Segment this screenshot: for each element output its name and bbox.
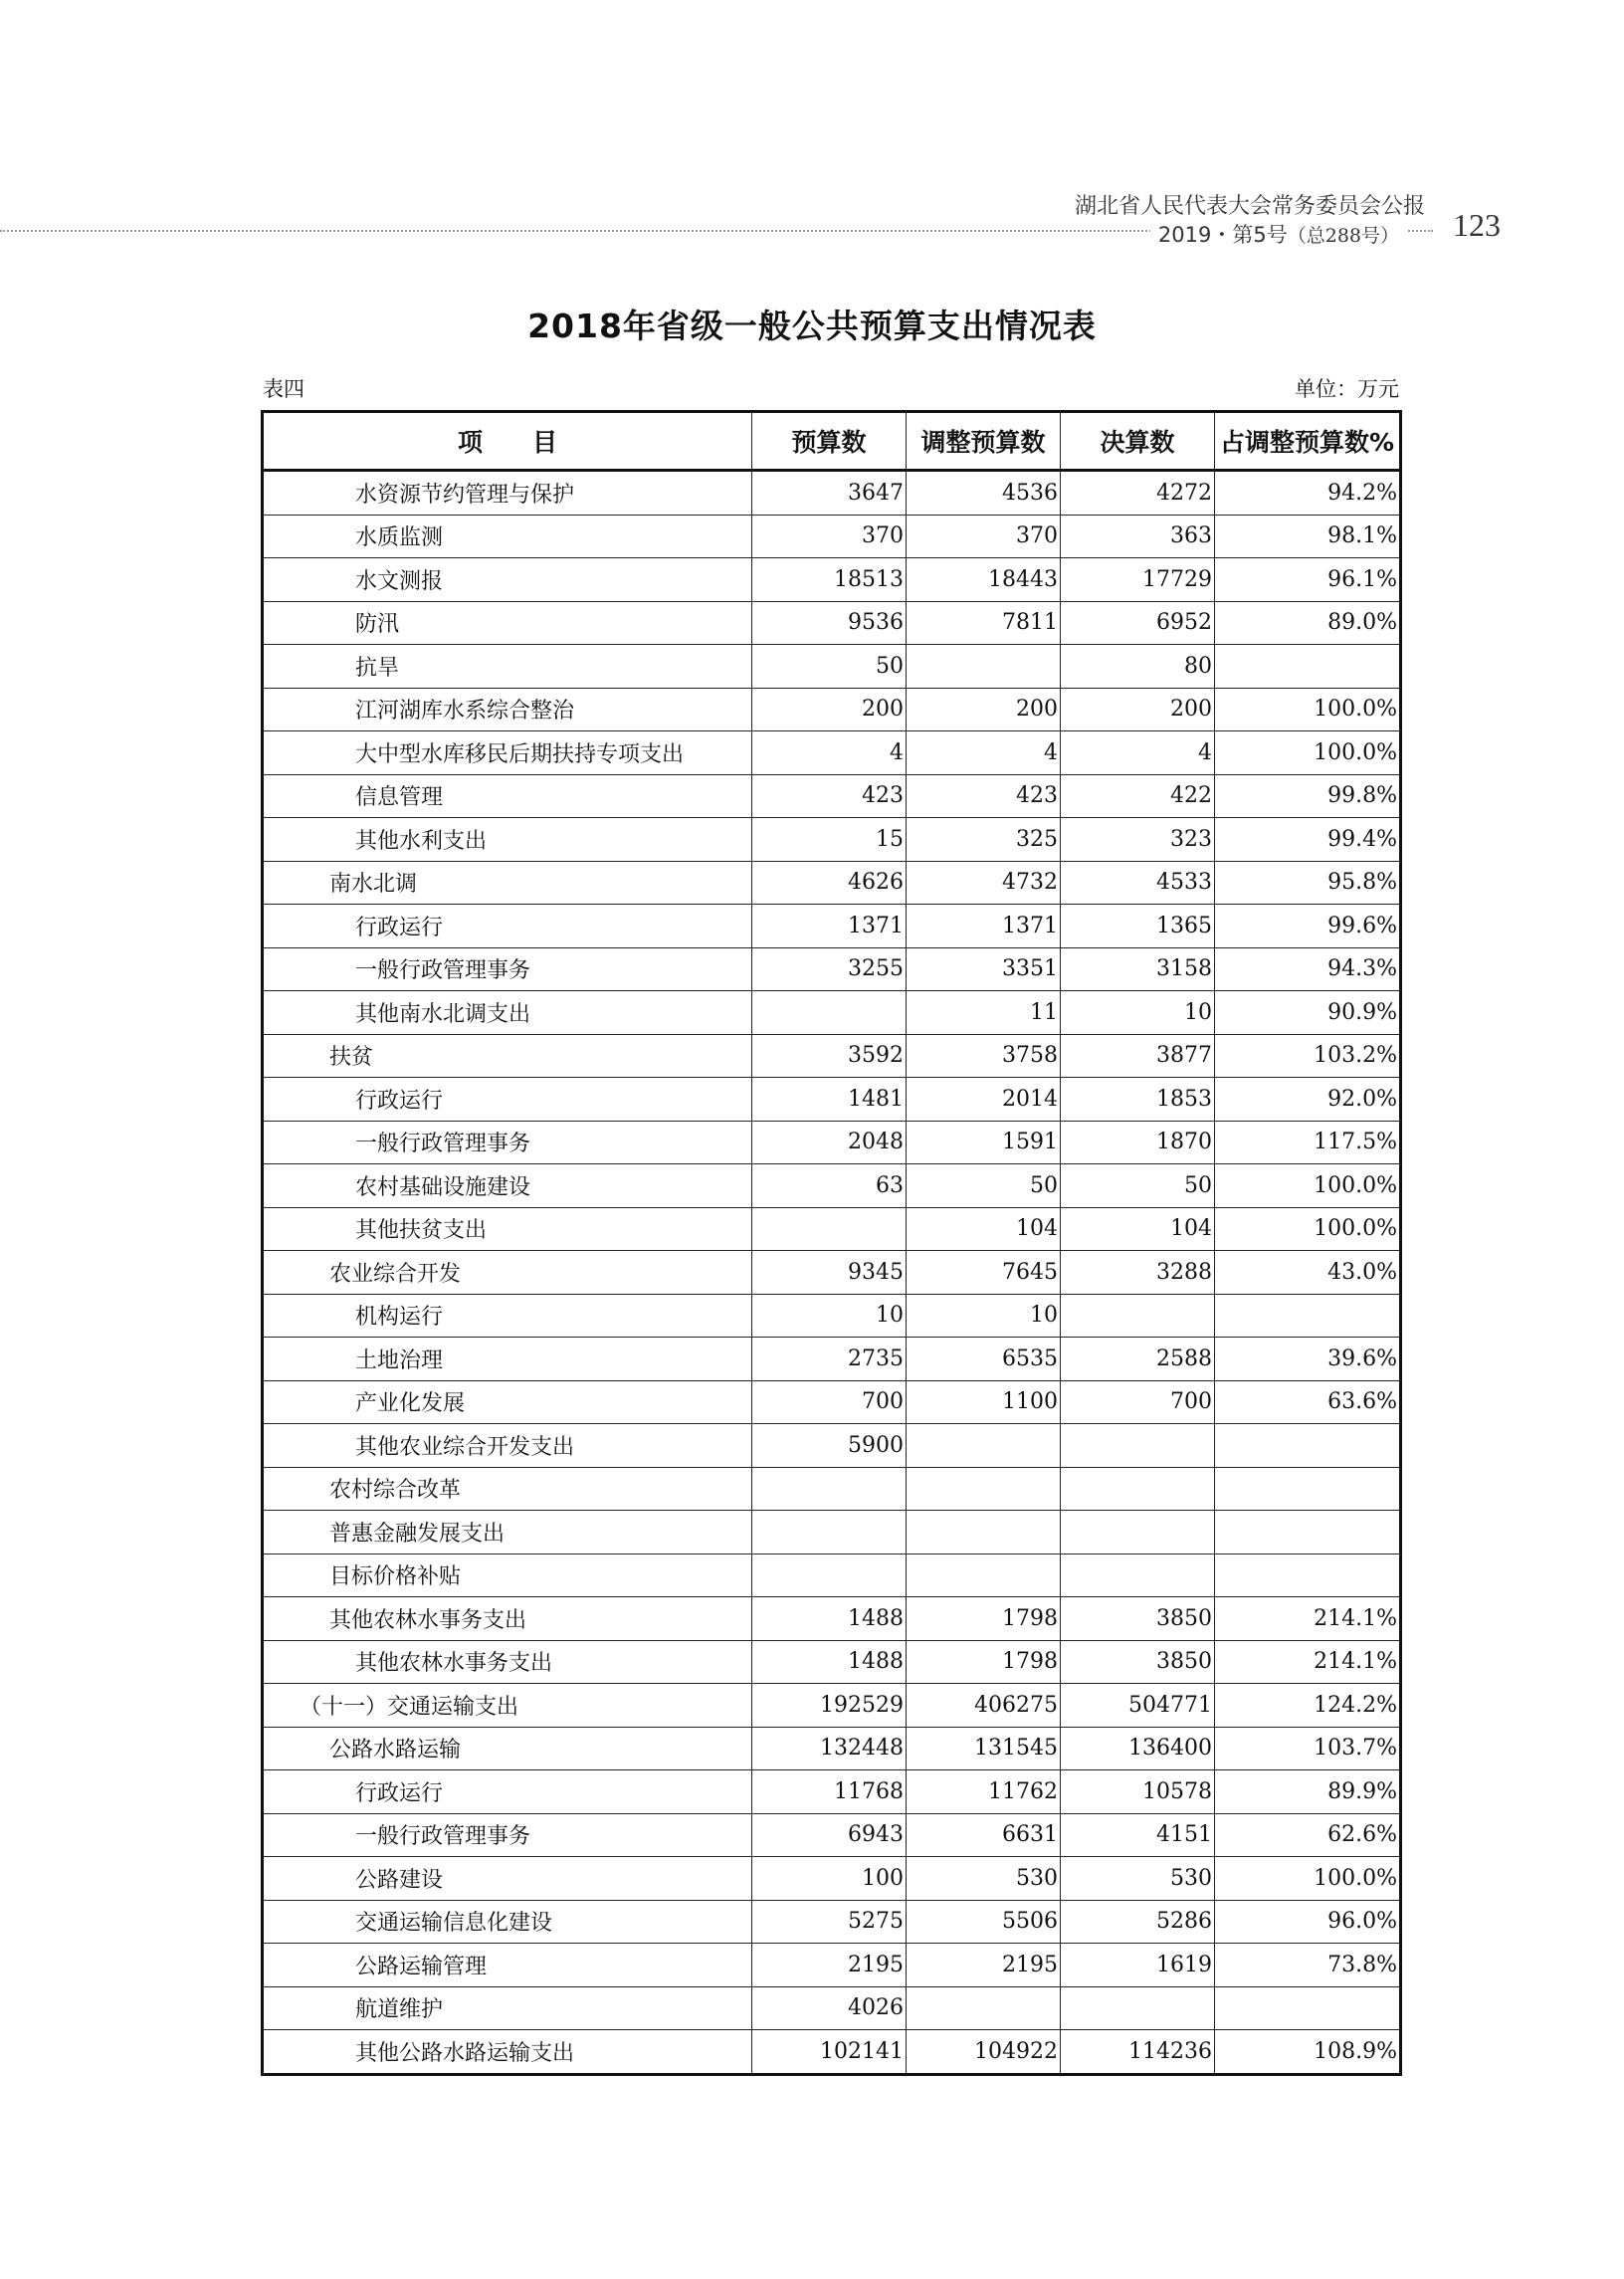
- ratio-cell: 89.0%: [1215, 601, 1401, 645]
- table-row: [263, 861, 1401, 905]
- table-row: [263, 515, 1401, 558]
- final-cell: 1619: [1061, 1944, 1215, 1987]
- table-row: [263, 1251, 1401, 1295]
- ratio-cell: 73.8%: [1215, 1944, 1401, 1987]
- col-header-item: 项 目: [263, 412, 752, 471]
- final-cell: 1870: [1061, 1121, 1215, 1164]
- unit-label: 单位：万元: [1295, 377, 1399, 401]
- budget-cell: 132448: [752, 1727, 907, 1770]
- item-cell: 其他公路水路运输支出: [263, 2030, 752, 2075]
- ratio-cell: 103.7%: [1215, 1727, 1401, 1770]
- budget-cell: 700: [752, 1380, 907, 1424]
- budget-cell: 3592: [752, 1034, 907, 1078]
- table-row: [263, 818, 1401, 862]
- budget-cell: [752, 991, 907, 1035]
- table-row: [263, 1078, 1401, 1122]
- ratio-cell: 214.1%: [1215, 1597, 1401, 1641]
- ratio-cell: 94.2%: [1215, 471, 1401, 516]
- adjusted-cell: [907, 1424, 1061, 1468]
- final-cell: 4: [1061, 731, 1215, 775]
- adjusted-cell: 406275: [907, 1684, 1061, 1728]
- table-row: [263, 1207, 1401, 1251]
- item-cell: （十一）交通运输支出: [263, 1684, 752, 1728]
- item-cell: 水文测报: [263, 558, 752, 602]
- adjusted-cell: 18443: [907, 558, 1061, 602]
- budget-cell: 2735: [752, 1338, 907, 1381]
- ratio-cell: [1215, 1294, 1401, 1338]
- final-cell: [1061, 1424, 1215, 1468]
- item-cell: 扶贫: [263, 1034, 752, 1078]
- table-row: [263, 1597, 1401, 1641]
- item-cell: 其他农林水事务支出: [263, 1597, 752, 1641]
- item-cell: 一般行政管理事务: [263, 947, 752, 991]
- final-cell: [1061, 1986, 1215, 2030]
- final-cell: 363: [1061, 515, 1215, 558]
- budget-cell: 11768: [752, 1770, 907, 1814]
- final-cell: [1061, 1511, 1215, 1554]
- final-cell: 422: [1061, 774, 1215, 818]
- ratio-cell: 90.9%: [1215, 991, 1401, 1035]
- table-row: [263, 1554, 1401, 1597]
- ratio-cell: 62.6%: [1215, 1813, 1401, 1857]
- item-cell: 农业综合开发: [263, 1251, 752, 1295]
- adjusted-cell: 10: [907, 1294, 1061, 1338]
- table-row: [263, 774, 1401, 818]
- final-cell: [1061, 1467, 1215, 1511]
- table-row: [263, 2030, 1401, 2075]
- adjusted-cell: 7645: [907, 1251, 1061, 1295]
- budget-cell: [752, 1511, 907, 1554]
- final-cell: 10578: [1061, 1770, 1215, 1814]
- page-number: 123: [1447, 207, 1507, 244]
- ratio-cell: 95.8%: [1215, 861, 1401, 905]
- col-header-adjusted: 调整预算数: [907, 412, 1061, 471]
- item-cell: 信息管理: [263, 774, 752, 818]
- budget-cell: 423: [752, 774, 907, 818]
- table-row: [263, 1770, 1401, 1814]
- adjusted-cell: 1591: [907, 1121, 1061, 1164]
- adjusted-cell: 6535: [907, 1338, 1061, 1381]
- ratio-cell: 100.0%: [1215, 731, 1401, 775]
- adjusted-cell: 4732: [907, 861, 1061, 905]
- budget-cell: 3647: [752, 471, 907, 516]
- budget-cell: 3255: [752, 947, 907, 991]
- table-row: [263, 1164, 1401, 1208]
- table-row: [263, 645, 1401, 689]
- ratio-cell: [1215, 1986, 1401, 2030]
- budget-cell: 1488: [752, 1640, 907, 1684]
- item-cell: 江河湖库水系综合整治: [263, 688, 752, 731]
- table-row: [263, 991, 1401, 1035]
- table-row: [263, 1380, 1401, 1424]
- final-cell: 10: [1061, 991, 1215, 1035]
- table-row: [263, 1424, 1401, 1468]
- ratio-cell: 89.9%: [1215, 1770, 1401, 1814]
- adjusted-cell: 3758: [907, 1034, 1061, 1078]
- adjusted-cell: 131545: [907, 1727, 1061, 1770]
- item-cell: 公路建设: [263, 1857, 752, 1901]
- item-cell: 行政运行: [263, 1770, 752, 1814]
- ratio-cell: 63.6%: [1215, 1380, 1401, 1424]
- budget-cell: [752, 1554, 907, 1597]
- final-cell: 4533: [1061, 861, 1215, 905]
- issue-info: [1150, 219, 1407, 249]
- table-row: [263, 1034, 1401, 1078]
- final-cell: 3158: [1061, 947, 1215, 991]
- budget-cell: 1481: [752, 1078, 907, 1122]
- final-cell: 114236: [1061, 2030, 1215, 2075]
- journal-name: 湖北省人民代表大会常务委员会公报: [1074, 194, 1425, 219]
- adjusted-cell: 423: [907, 774, 1061, 818]
- table-row: [263, 1986, 1401, 2030]
- table-row: [263, 1640, 1401, 1684]
- budget-cell: 5900: [752, 1424, 907, 1468]
- item-cell: 抗旱: [263, 645, 752, 689]
- budget-cell: 6943: [752, 1813, 907, 1857]
- ratio-cell: 100.0%: [1215, 1164, 1401, 1208]
- item-cell: 农村基础设施建设: [263, 1164, 752, 1208]
- budget-cell: 2048: [752, 1121, 907, 1164]
- adjusted-cell: 1798: [907, 1597, 1061, 1641]
- final-cell: 3850: [1061, 1597, 1215, 1641]
- item-cell: 一般行政管理事务: [263, 1121, 752, 1164]
- final-cell: 50: [1061, 1164, 1215, 1208]
- table-row: [263, 1121, 1401, 1164]
- final-cell: 104: [1061, 1207, 1215, 1251]
- table-row: [263, 558, 1401, 602]
- table-row: [263, 1813, 1401, 1857]
- item-cell: 交通运输信息化建设: [263, 1900, 752, 1944]
- ratio-cell: 103.2%: [1215, 1034, 1401, 1078]
- adjusted-cell: 3351: [907, 947, 1061, 991]
- table-number: 表四: [263, 377, 304, 401]
- ratio-cell: [1215, 1554, 1401, 1597]
- item-cell: 防汛: [263, 601, 752, 645]
- final-cell: 5286: [1061, 1900, 1215, 1944]
- table-row: [263, 905, 1401, 948]
- table-row: [263, 688, 1401, 731]
- ratio-cell: 39.6%: [1215, 1338, 1401, 1381]
- adjusted-cell: 2014: [907, 1078, 1061, 1122]
- final-cell: 2588: [1061, 1338, 1215, 1381]
- budget-cell: 200: [752, 688, 907, 731]
- adjusted-cell: 104: [907, 1207, 1061, 1251]
- ratio-cell: [1215, 645, 1401, 689]
- ratio-cell: 98.1%: [1215, 515, 1401, 558]
- table-row: [263, 471, 1401, 516]
- adjusted-cell: [907, 1986, 1061, 2030]
- budget-cell: 50: [752, 645, 907, 689]
- budget-cell: 100: [752, 1857, 907, 1901]
- item-cell: 机构运行: [263, 1294, 752, 1338]
- ratio-cell: 96.1%: [1215, 558, 1401, 602]
- adjusted-cell: 4536: [907, 471, 1061, 516]
- adjusted-cell: 1371: [907, 905, 1061, 948]
- page-title: 2018年省级一般公共预算支出情况表: [527, 307, 1097, 345]
- budget-cell: 15: [752, 818, 907, 862]
- item-cell: 其他农业综合开发支出: [263, 1424, 752, 1468]
- budget-cell: 9536: [752, 601, 907, 645]
- table-row: [263, 1727, 1401, 1770]
- adjusted-cell: 1798: [907, 1640, 1061, 1684]
- table-row: [263, 1467, 1401, 1511]
- item-cell: 其他扶贫支出: [263, 1207, 752, 1251]
- adjusted-cell: 11: [907, 991, 1061, 1035]
- adjusted-cell: 11762: [907, 1770, 1061, 1814]
- adjusted-cell: 325: [907, 818, 1061, 862]
- adjusted-cell: 7811: [907, 601, 1061, 645]
- ratio-cell: 43.0%: [1215, 1251, 1401, 1295]
- item-cell: 水质监测: [263, 515, 752, 558]
- table-row: [263, 1294, 1401, 1338]
- final-cell: 136400: [1061, 1727, 1215, 1770]
- col-header-budget: 预算数: [752, 412, 907, 471]
- budget-cell: 10: [752, 1294, 907, 1338]
- final-cell: 200: [1061, 688, 1215, 731]
- ratio-cell: [1215, 1467, 1401, 1511]
- item-cell: 行政运行: [263, 1078, 752, 1122]
- budget-cell: 4: [752, 731, 907, 775]
- item-cell: 其他水利支出: [263, 818, 752, 862]
- final-cell: 530: [1061, 1857, 1215, 1901]
- final-cell: 700: [1061, 1380, 1215, 1424]
- ratio-cell: 117.5%: [1215, 1121, 1401, 1164]
- budget-cell: 4026: [752, 1986, 907, 2030]
- final-cell: 17729: [1061, 558, 1215, 602]
- col-header-ratio: 占调整预算数%: [1215, 412, 1401, 471]
- budget-cell: 370: [752, 515, 907, 558]
- ratio-cell: 100.0%: [1215, 1207, 1401, 1251]
- table-row: [263, 1857, 1401, 1901]
- col-header-final: 决算数: [1061, 412, 1215, 471]
- table-header-row: [263, 412, 1401, 471]
- budget-cell: 1488: [752, 1597, 907, 1641]
- final-cell: 4151: [1061, 1813, 1215, 1857]
- table-row: [263, 1684, 1401, 1728]
- adjusted-cell: 200: [907, 688, 1061, 731]
- final-cell: 1365: [1061, 905, 1215, 948]
- budget-table: [261, 410, 1402, 2076]
- budget-cell: [752, 1467, 907, 1511]
- table-row: [263, 947, 1401, 991]
- adjusted-cell: 6631: [907, 1813, 1061, 1857]
- item-cell: 一般行政管理事务: [263, 1813, 752, 1857]
- ratio-cell: 100.0%: [1215, 688, 1401, 731]
- budget-cell: 4626: [752, 861, 907, 905]
- ratio-cell: 99.4%: [1215, 818, 1401, 862]
- adjusted-cell: 530: [907, 1857, 1061, 1901]
- item-cell: 目标价格补贴: [263, 1554, 752, 1597]
- adjusted-cell: [907, 1511, 1061, 1554]
- item-cell: 行政运行: [263, 905, 752, 948]
- budget-cell: 1371: [752, 905, 907, 948]
- final-cell: 4272: [1061, 471, 1215, 516]
- ratio-cell: 92.0%: [1215, 1078, 1401, 1122]
- table-row: [263, 731, 1401, 775]
- budget-cell: 5275: [752, 1900, 907, 1944]
- ratio-cell: 96.0%: [1215, 1900, 1401, 1944]
- ratio-cell: 99.8%: [1215, 774, 1401, 818]
- final-cell: 80: [1061, 645, 1215, 689]
- item-cell: 产业化发展: [263, 1380, 752, 1424]
- table-row: [263, 1511, 1401, 1554]
- item-cell: 普惠金融发展支出: [263, 1511, 752, 1554]
- final-cell: [1061, 1554, 1215, 1597]
- budget-cell: 192529: [752, 1684, 907, 1728]
- final-cell: 1853: [1061, 1078, 1215, 1122]
- item-cell: 公路水路运输: [263, 1727, 752, 1770]
- final-cell: 504771: [1061, 1684, 1215, 1728]
- item-cell: 公路运输管理: [263, 1944, 752, 1987]
- final-cell: [1061, 1294, 1215, 1338]
- adjusted-cell: 5506: [907, 1900, 1061, 1944]
- budget-cell: 2195: [752, 1944, 907, 1987]
- adjusted-cell: [907, 1467, 1061, 1511]
- ratio-cell: 100.0%: [1215, 1857, 1401, 1901]
- ratio-cell: [1215, 1511, 1401, 1554]
- ratio-cell: 99.6%: [1215, 905, 1401, 948]
- ratio-cell: 214.1%: [1215, 1640, 1401, 1684]
- adjusted-cell: 1100: [907, 1380, 1061, 1424]
- item-cell: 大中型水库移民后期扶持专项支出: [263, 731, 752, 775]
- item-cell: 水资源节约管理与保护: [263, 471, 752, 516]
- budget-cell: 63: [752, 1164, 907, 1208]
- adjusted-cell: 50: [907, 1164, 1061, 1208]
- budget-cell: 9345: [752, 1251, 907, 1295]
- final-cell: 6952: [1061, 601, 1215, 645]
- final-cell: 3288: [1061, 1251, 1215, 1295]
- adjusted-cell: 2195: [907, 1944, 1061, 1987]
- issue-total: （总288号）: [1287, 225, 1399, 247]
- budget-cell: 18513: [752, 558, 907, 602]
- final-cell: 323: [1061, 818, 1215, 862]
- adjusted-cell: [907, 1554, 1061, 1597]
- item-cell: 其他南水北调支出: [263, 991, 752, 1035]
- adjusted-cell: 370: [907, 515, 1061, 558]
- issue-number: 2019・第5号: [1157, 223, 1288, 247]
- item-cell: 航道维护: [263, 1986, 752, 2030]
- item-cell: 农村综合改革: [263, 1467, 752, 1511]
- final-cell: 3850: [1061, 1640, 1215, 1684]
- ratio-cell: 108.9%: [1215, 2030, 1401, 2075]
- item-cell: 南水北调: [263, 861, 752, 905]
- table-body: [263, 471, 1401, 2075]
- adjusted-cell: [907, 645, 1061, 689]
- table-row: [263, 1900, 1401, 1944]
- ratio-cell: 124.2%: [1215, 1684, 1401, 1728]
- final-cell: 3877: [1061, 1034, 1215, 1078]
- adjusted-cell: 104922: [907, 2030, 1061, 2075]
- item-cell: 土地治理: [263, 1338, 752, 1381]
- table-row: [263, 601, 1401, 645]
- budget-cell: [752, 1207, 907, 1251]
- table-row: [263, 1338, 1401, 1381]
- budget-cell: 102141: [752, 2030, 907, 2075]
- ratio-cell: [1215, 1424, 1401, 1468]
- ratio-cell: 94.3%: [1215, 947, 1401, 991]
- adjusted-cell: 4: [907, 731, 1061, 775]
- table-row: [263, 1944, 1401, 1987]
- item-cell: 其他农林水事务支出: [263, 1640, 752, 1684]
